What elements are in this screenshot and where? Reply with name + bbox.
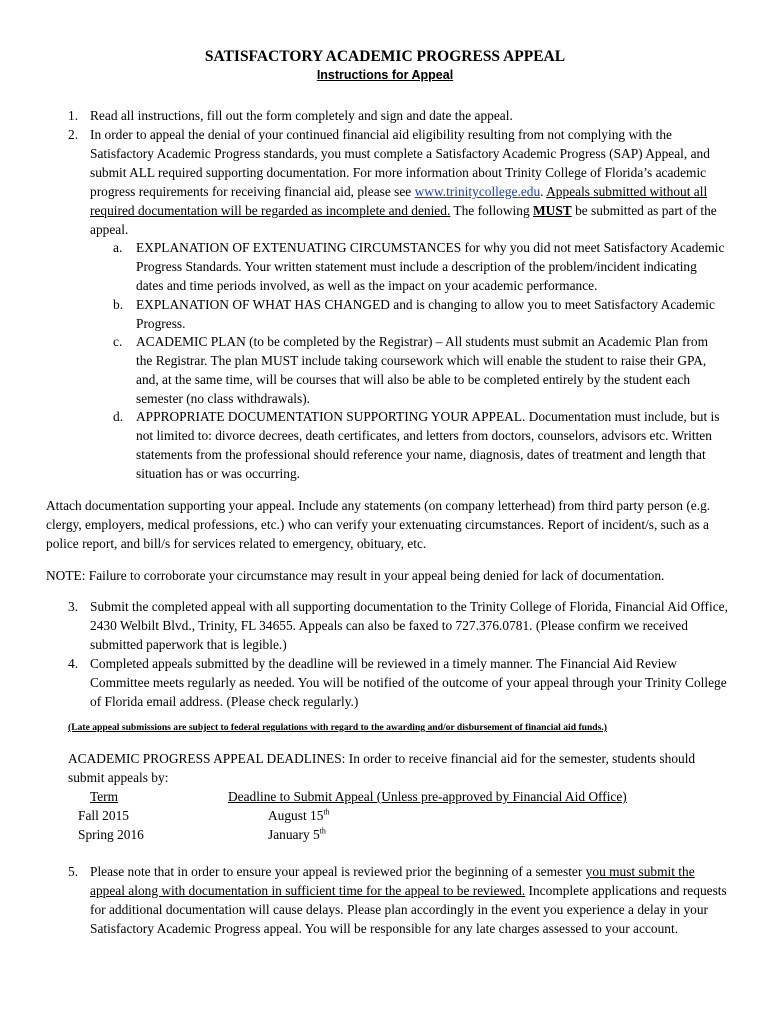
list-item-text: Completed appeals submitted by the deadline will be reviewed in a timely manner. The Financial Aid Review Committee meets regularly as needed. You will be notified of the outcome of your appeal through your Trinity College of Florida email address. (Please check regularly.) [90,656,727,710]
attach-paragraph: Attach documentation supporting your appeal. Include any statements (on company letterhead) from third party person (e.g. clergy, employers, medical professions, etc.) who can verify your extenuating circumstances. Report of incident/s, such as a police report, and bill/s for services related to emergency, obituary, etc. [46,498,711,552]
table-header-term: Term [90,789,119,804]
deadlines-intro: ACADEMIC PROGRESS APPEAL DEADLINES: In order to receive financial aid for the semester, students should submit appeals by: [68,751,696,786]
table-row-term: Fall 2015 [78,808,129,823]
sub-item-text: ACADEMIC PLAN (to be completed by the Registrar) – All students must submit an Academic Plan from the Registrar. The plan MUST include taking coursework which will enable the student to raise their GPA, and, at the same time, will be courses that will also be able to be completed entirely by the student each semester (no class withdrawals). [136,334,708,407]
list-item-4 [68,654,728,711]
list-number: 3. [68,599,79,614]
list-number: 1. [68,108,79,123]
table-row-deadline: August 15th [268,807,330,823]
sub-item-b [113,295,725,333]
website-link[interactable]: www.trinitycollege.edu [414,184,541,200]
underlined-warning: Appeals submitted without all required documentation will be regarded as incomplete and denied. [90,184,708,219]
page-title: SATISFACTORY ACADEMIC PROGRESS APPEAL [204,48,566,65]
list-item-5 [68,862,728,938]
sub-item-letter: c. [113,334,123,349]
page-subtitle: Instructions for Appeal [316,68,454,82]
sub-item-text: EXPLANATION OF WHAT HAS CHANGED and is changing to allow you to meet Satisfactory Academic Progress. [136,297,715,332]
list-item-text: Submit the completed appeal with all supporting documentation to the Trinity College of Florida, Financial Aid Office, 2430 Welbilt Blvd., Trinity, FL 34655. Appeals can also be faxed to 727.376.0781. (Please confirm we received submitted paperwork that is legible.) [90,599,728,653]
sub-item-text: EXPLANATION OF EXTENUATING CIRCUMSTANCES for why you did not meet Satisfactory Academic Progress Standards. Your written statement must include a description of the problem/incident indicating dates and time periods involved, as well as the impact on your academic performance. [136,240,725,294]
sub-item-letter: a. [113,240,123,255]
list-number: 4. [68,656,79,671]
table-row-deadline: January 5th [268,826,326,842]
late-submission-note: (Late appeal submissions are subject to federal regulations with regard to the awarding and/or disbursement of financial aid funds.) [68,722,607,733]
list-item-text: In order to appeal the denial of your continued financial aid eligibility resulting from not complying with the Satisfactory Academic Progress standards, you must complete a Satisfactory Academic Progress (SAP) Appeal, and submit ALL required supporting documentation. For more information about Trinity College of Florida’s academic progress requirements for receiving financial aid, please see www.trinitycollege.edu. Appeals submitted without all required documentation will be regarded as incomplete and denied. The following MUST be submitted as part of the appeal. [90,127,717,238]
sub-item-a [113,238,725,295]
must-emphasis: MUST [533,203,572,219]
list-number: 5. [68,864,79,879]
list-item-text: Please note that in order to ensure your appeal is reviewed prior the beginning of a semester you must submit the appeal along with documentation in sufficient time for the appeal to be reviewed. Incomplete applications and requests for additional documentation will cause delays. Please plan accordingly in the event you experience a delay in your Satisfactory Academic Progress appeal. You will be responsible for any late charges assessed to your account. [90,864,727,937]
table-header-deadline: Deadline to Submit Appeal (Unless pre-approved by Financial Aid Office) [228,789,627,804]
sub-item-letter: b. [113,297,124,312]
sub-item-d [113,407,725,483]
list-item-3 [68,597,728,654]
note-paragraph: NOTE: Failure to corroborate your circumstance may result in your appeal being denied for lack of documentation. [46,568,665,583]
list-item-1 [68,106,728,125]
list-item-text: Read all instructions, fill out the form completely and sign and date the appeal. [90,108,513,123]
sub-item-text: APPROPRIATE DOCUMENTATION SUPPORTING YOUR APPEAL. Documentation must include, but is not limited to: divorce decrees, death certificates, and letters from doctors, counselors, advisors etc. Written statements from the professional should reference your name, diagnosis, dates of treatment and length that situation has or was occurring. [136,409,720,482]
sub-item-c [113,332,725,408]
list-item-2 [68,125,728,240]
underlined-requirement: you must submit the appeal along with documentation in sufficient time for the appeal to be reviewed. [90,864,695,899]
table-row-term: Spring 2016 [78,827,144,842]
sub-item-letter: d. [113,409,124,424]
list-number: 2. [68,127,79,142]
